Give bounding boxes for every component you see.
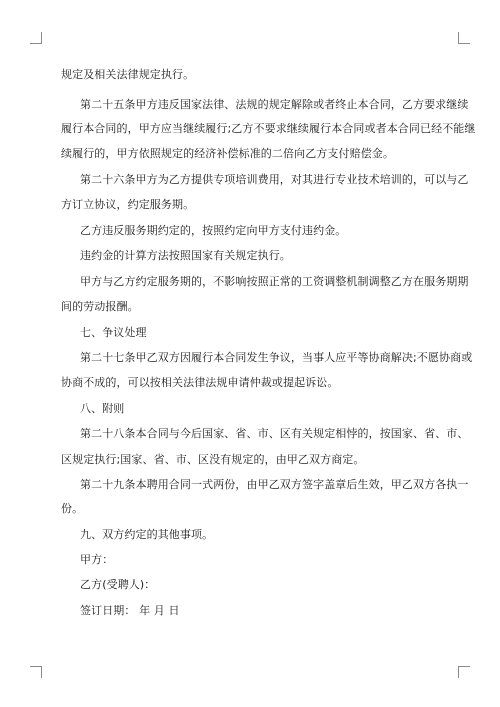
text-line: 协商不成的，可以按相关法律法规申请仲裁或提起诉讼。	[61, 376, 339, 389]
signature-party-a: 甲方：	[80, 553, 114, 566]
text-line: 违约金的计算方法按照国家有关规定执行。	[80, 249, 291, 262]
text-line: 第二十九条本聘用合同一式两份，由甲乙双方签字盖章后生效，甲乙双方各执一	[80, 478, 469, 491]
text-line: 第二十五条甲方违反国家法律、法规的规定解除或者终止本合同，乙方要求继续	[80, 98, 469, 111]
crop-mark-top-right	[458, 32, 470, 44]
text-line: 第二十六条甲方为乙方提供专项培训费用，对其进行专业技术培训的，可以与乙	[80, 173, 469, 186]
text-line: 第二十八条本合同与今后国家、省、市、区有关规定相悖的，按国家、省、市、	[80, 427, 469, 440]
text-line: 区规定执行;国家、省、市、区没有规定的，由甲乙双方商定。	[61, 453, 365, 466]
section-heading: 九、双方约定的其他事项。	[80, 528, 214, 541]
text-line: 续履行的，甲方依照规定的经济补偿标准的二倍向乙方支付赔偿金。	[61, 147, 394, 160]
section-heading: 八、附则	[80, 402, 125, 415]
text-line: 方订立协议，约定服务期。	[61, 198, 195, 211]
text-line: 第二十七条甲乙双方因履行本合同发生争议，当事人应平等协商解决;不愿协商或	[80, 351, 473, 364]
crop-mark-bottom-left	[30, 666, 42, 678]
signature-party-b: 乙方(受聘人)：	[80, 578, 156, 591]
text-line: 甲方与乙方约定服务期的，不影响按照正常的工资调整机制调整乙方在服务期期	[80, 275, 469, 288]
text-line: 份。	[61, 502, 84, 515]
section-heading: 七、争议处理	[80, 326, 147, 339]
text-line: 乙方违反服务期约定的，按照约定向甲方支付违约金。	[80, 224, 347, 237]
crop-mark-top-left	[30, 32, 42, 44]
signing-date: 签订日期： 年 月 日	[80, 604, 180, 617]
text-line: 规定及相关法律规定执行。	[61, 68, 195, 81]
text-line: 间的劳动报酬。	[61, 300, 139, 313]
crop-mark-bottom-right	[458, 666, 470, 678]
text-line: 履行本合同的，甲方应当继续履行;乙方不要求继续履行本合同或者本合同已经不能继	[61, 122, 476, 135]
